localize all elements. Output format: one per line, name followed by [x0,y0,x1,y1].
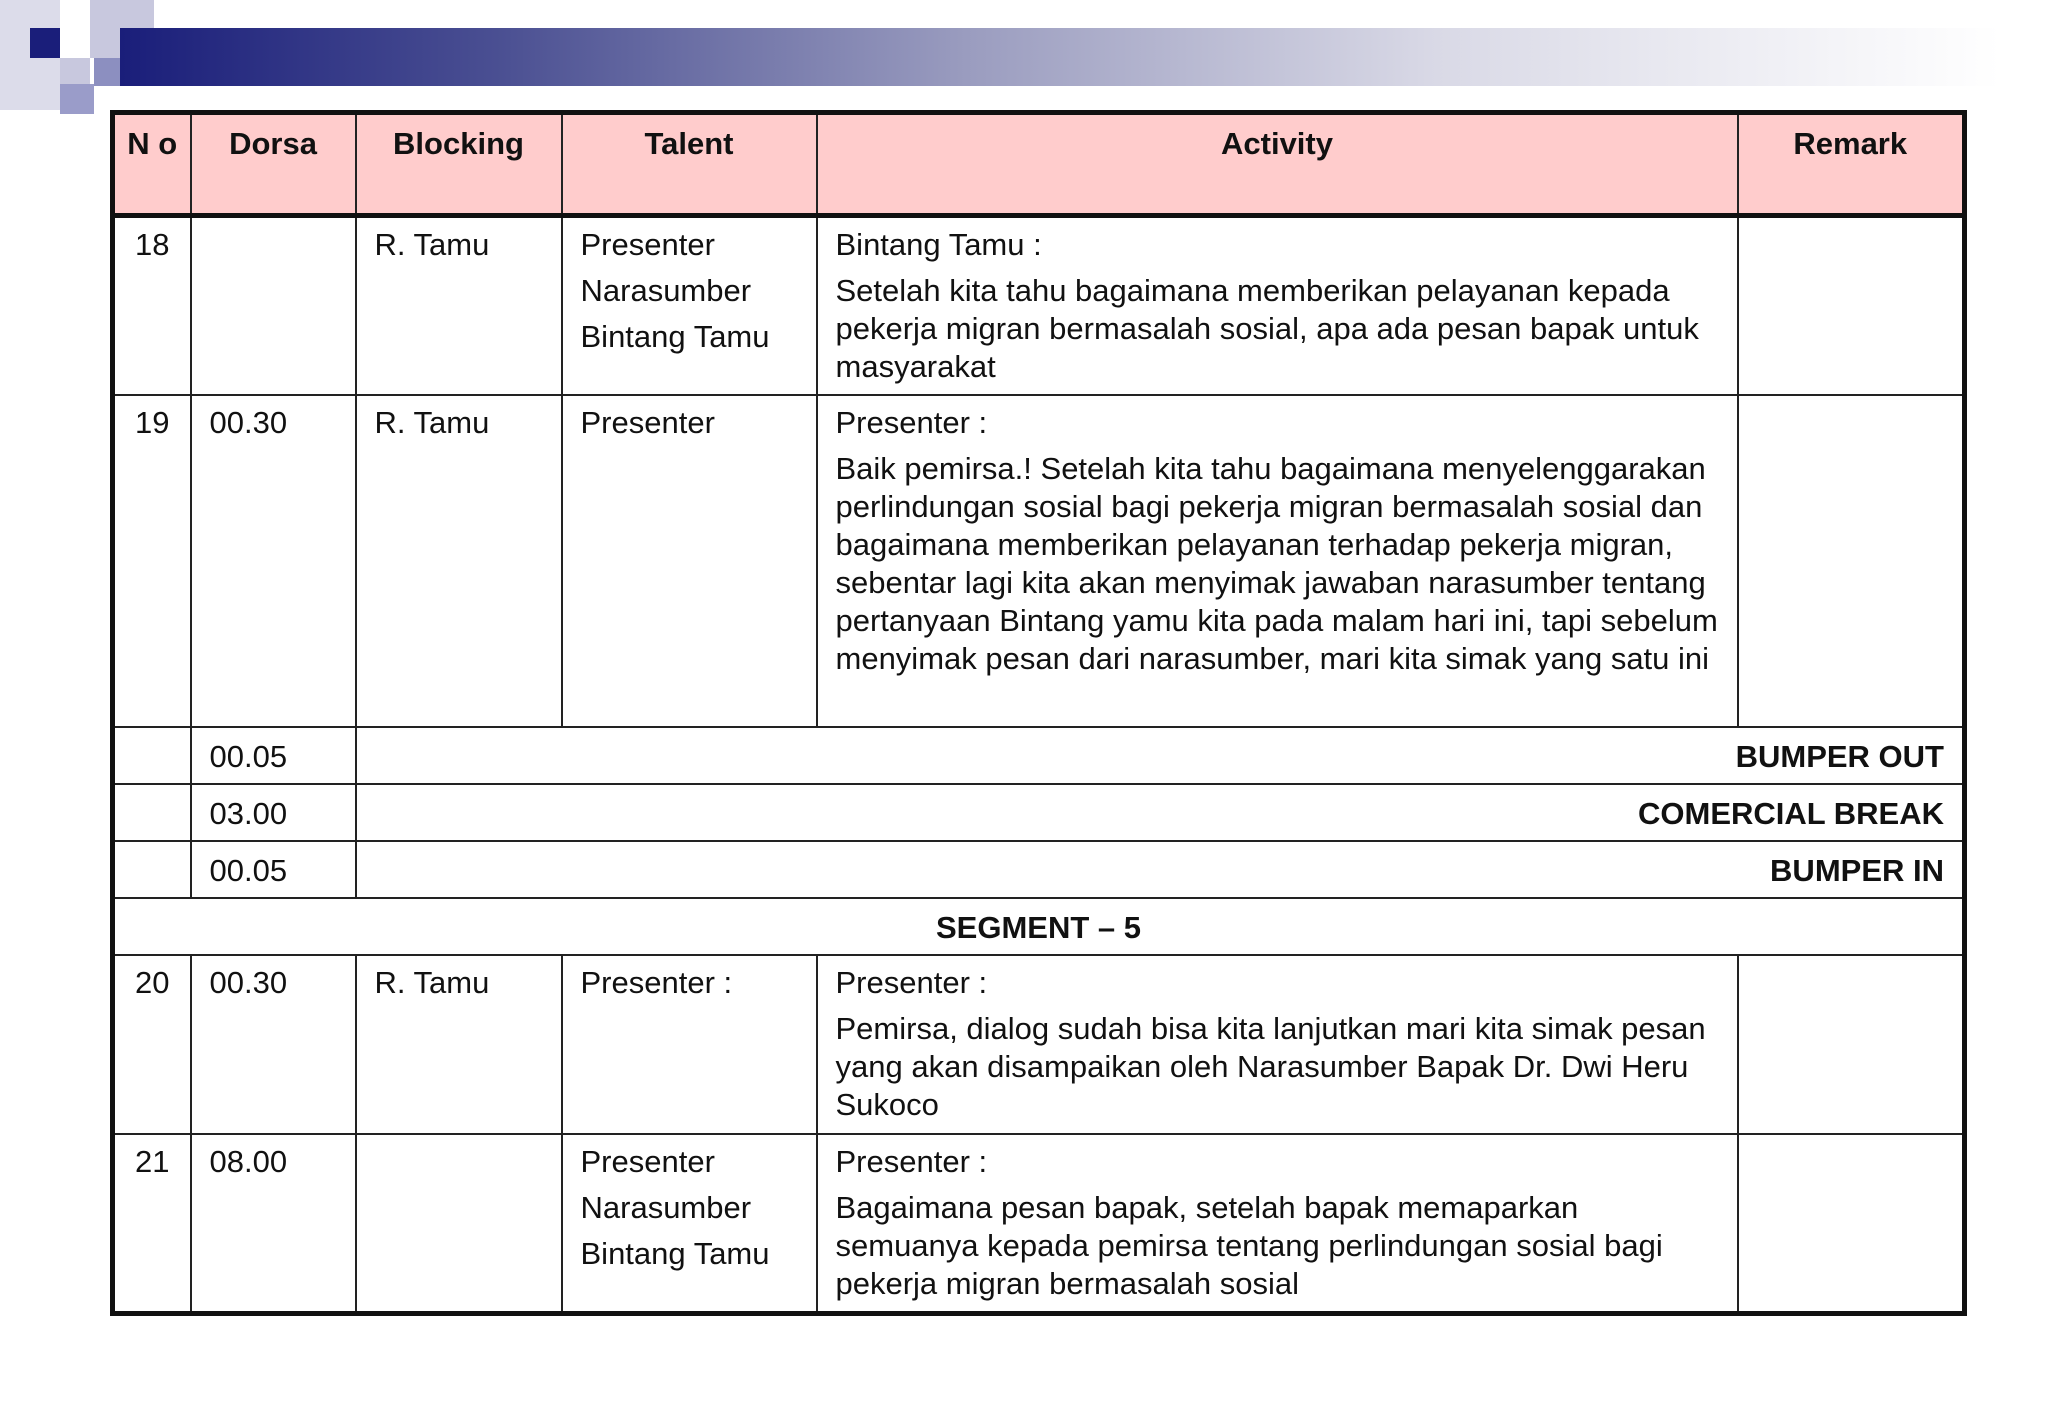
activity-speaker: Presenter : [835,965,988,1000]
activity-speaker: Bintang Tamu : [835,227,1042,262]
segment-label: SEGMENT – 5 [113,898,1965,955]
table-row [113,1134,1965,1314]
activity-text: Setelah kita tahu bagaimana memberikan pelayanan kepada pekerja migran bermasalah sosial, apa ada pesan bapak untuk masyarakat [835,273,1699,384]
table-row [113,216,1965,396]
talent-item: Narasumber [580,273,752,308]
header-no: N o [113,113,191,216]
cell-talent [562,1134,817,1314]
header-dorsa: Dorsa [191,113,356,216]
cell-blocking: R. Tamu [356,216,562,396]
talent-item: Bintang Tamu [580,1236,770,1271]
cell-remark [1738,1134,1965,1314]
bumper-in-label: BUMPER IN [356,841,1965,898]
header-activity: Activity [817,113,1738,216]
activity-text: Pemirsa, dialog sudah bisa kita lanjutkan mari kita simak pesan yang akan disampaikan oleh Narasumber Bapak Dr. Dwi Heru Sukoco [835,1011,1706,1122]
cell-no [113,841,191,898]
table-row [113,784,1965,841]
cell-blocking: R. Tamu [356,395,562,727]
cell-talent [562,216,817,396]
cell-activity [817,1134,1738,1314]
cell-activity [817,955,1738,1134]
table-row [113,955,1965,1134]
cell-remark [1738,216,1965,396]
segment-row [113,898,1965,955]
cell-no: 21 [113,1134,191,1314]
cell-dorsa: 00.30 [191,955,356,1134]
cell-remark [1738,955,1965,1134]
cell-no: 19 [113,395,191,727]
talent-item: Presenter : [580,965,733,1000]
activity-text: Baik pemirsa.! Setelah kita tahu bagaimana menyelenggarakan perlindungan sosial bagi pekerja migran bermasalah sosial dan bagaimana memberikan pelayanan terhadap pekerja migran, sebentar lagi kita akan menyimak jawaban narasumber tentang pertanyaan Bintang yamu kita pada malam hari ini, tapi sebelum menyimak pesan dari narasumber, mari kita simak yang satu ini [835,451,1718,676]
cell-talent [562,955,817,1134]
cell-talent [562,395,817,727]
header-talent: Talent [562,113,817,216]
cell-remark [1738,395,1965,727]
rundown-table [110,110,1967,1316]
decorative-gradient-bar [120,28,2000,86]
bumper-out-label: BUMPER OUT [356,727,1965,784]
cell-blocking: R. Tamu [356,955,562,1134]
talent-item: Presenter [580,1144,715,1179]
table-row [113,395,1965,727]
cell-activity [817,395,1738,727]
cell-dorsa: 00.05 [191,841,356,898]
commercial-break-label: COMERCIAL BREAK [356,784,1965,841]
cell-dorsa: 08.00 [191,1134,356,1314]
cell-activity [817,216,1738,396]
table-header-row [113,113,1965,216]
header-remark: Remark [1738,113,1965,216]
cell-no: 18 [113,216,191,396]
cell-dorsa: 00.05 [191,727,356,784]
activity-speaker: Presenter : [835,1144,988,1179]
cell-blocking [356,1134,562,1314]
cell-no [113,784,191,841]
talent-item: Presenter [580,405,715,440]
talent-item: Narasumber [580,1190,752,1225]
activity-speaker: Presenter : [835,405,988,440]
table-row [113,841,1965,898]
cell-dorsa: 00.30 [191,395,356,727]
activity-text: Bagaimana pesan bapak, setelah bapak memaparkan semuanya kepada pemirsa tentang perlindungan sosial bagi pekerja migran bermasalah sosial [835,1190,1663,1301]
cell-dorsa: 03.00 [191,784,356,841]
header-blocking: Blocking [356,113,562,216]
talent-item: Bintang Tamu [580,319,770,354]
cell-no [113,727,191,784]
talent-item: Presenter [580,227,715,262]
cell-dorsa [191,216,356,396]
cell-no: 20 [113,955,191,1134]
table-row [113,727,1965,784]
